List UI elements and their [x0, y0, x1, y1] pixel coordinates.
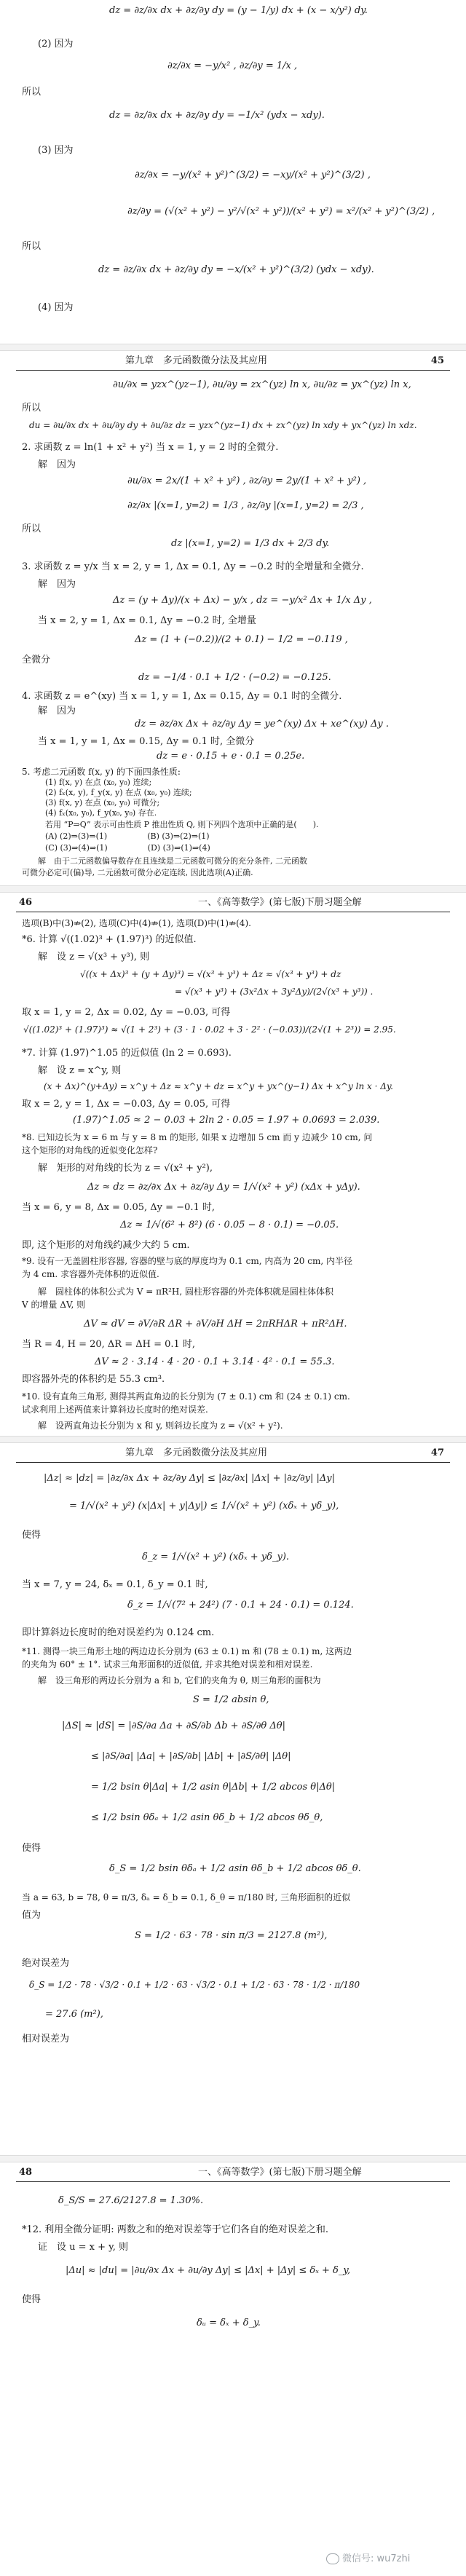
text-line: 当 R = 4, H = 20, ΔR = ΔH = 0.1 时, [22, 1339, 196, 1350]
text-line: (4) fₓ(x₀, y₀), f_y(x₀, y₀) 存在. [45, 808, 157, 818]
page-header [16, 1446, 450, 1463]
equation: (1.97)^1.05 ≈ 2 − 0.03 + 2ln 2 · 0.05 = 1.97 + 0.0693 = 2.039. [73, 1115, 380, 1126]
text-line: 所以 [22, 524, 42, 534]
equation: (x + Δx)^(y+Δy) = x^y + Δz ≈ x^y + dz = x^y + yx^(y−1) Δx + x^y ln x · Δy. [44, 1081, 393, 1091]
text-line: 当 x = 6, y = 8, Δx = 0.05, Δy = −0.1 时, [22, 1202, 216, 1213]
text-line: 当 a = 63, b = 78, θ = π/3, δₐ = δ_b = 0.1, δ_θ = π/180 时, 三角形面积的近似 [22, 1892, 351, 1903]
equation: Δz ≈ 1/√(6² + 8²) (6 · 0.05 − 8 · 0.1) = −0.05. [120, 1220, 339, 1230]
text-line: V 的增量 ΔV, 则 [22, 1300, 86, 1310]
text-line: 选项(B)中(3)⇏(2), 选项(C)中(4)⇏(1), 选项(D)中(1)⇏(4). [22, 918, 251, 928]
equation: ∂z/∂x = −y/(x² + y²)^(3/2) = −xy/(x² + y²)^(3/2) , [135, 170, 371, 181]
equation: ΔV ≈ 2 · 3.14 · 4 · 20 · 0.1 + 3.14 · 4² · 0.1 = 55.3. [95, 1356, 335, 1367]
page-45-continued [0, 820, 466, 890]
equation: ≤ 1/2 bsin θδₐ + 1/2 asin θδ_b + 1/2 abcos θδ_θ, [91, 1812, 323, 1823]
text-line: 解 由于二元函数偏导数存在且连续是二元函数可微分的充分条件, 二元函数 [38, 856, 307, 866]
equation: ∂z/∂y = (√(x² + y²) − y²/√(x² + y²))/(x² + y²) = x²/(x² + y²)^(3/2) , [127, 206, 435, 217]
text-line: 解 圆柱体的体积公式为 V = πR²H, 圆柱形容器的外壳体积就是圆柱体体积 [38, 1287, 333, 1297]
equation: ∂u/∂x = yzx^(yz−1), ∂u/∂y = zx^(yz) ln x, ∂u/∂z = yx^(yz) ln x, [113, 379, 411, 390]
equation: ΔV ≈ dV = ∂V/∂R ΔR + ∂V/∂H ΔH = 2πRHΔR + πR²ΔH. [84, 1319, 347, 1330]
equation: δ_S/S = 27.6/2127.8 = 1.30%. [58, 2195, 204, 2206]
page-header [16, 2165, 450, 2182]
solution-label: 解 因为 [38, 579, 76, 590]
exercise-11: *11. 测得一块三角形土地的两边边长分别为 (63 ± 0.1) m 和 (78 ± 0.1) m, 这两边 [22, 1646, 352, 1656]
exercise-3: 3. 求函数 z = y/x 当 x = 2, y = 1, Δx = 0.1, Δy = −0.2 时的全增量和全微分. [22, 561, 364, 572]
solution-label: 解 因为 [38, 706, 76, 716]
text-line: 若用 “P⇒Q” 表示可由性质 P 推出性质 Q, 则下列四个选项中正确的是( ). [45, 820, 319, 829]
option-line: (C) (3)⇒(4)⇒(1) (D) (3)⇒(1)⇒(4) [45, 843, 210, 853]
text-line: 绝对误差为 [22, 1958, 70, 1969]
text-line: 解 设三角形的两边长分别为 a 和 b, 它们的夹角为 θ, 则三角形的面积为 [38, 1675, 321, 1686]
page-gap [0, 1436, 466, 1443]
equation: dz = ∂z/∂x dx + ∂z/∂y dy = −1/x² (ydx − xdy). [109, 110, 325, 121]
text-line: 当 x = 7, y = 24, δₓ = 0.1, δ_y = 0.1 时, [22, 1579, 208, 1590]
equation: dz = ∂z/∂x dx + ∂z/∂y dy = −x/(x² + y²)^(3/2) (ydx − xdy). [98, 264, 374, 275]
text-line: 解 设 z = √(x³ + y³), 则 [38, 952, 150, 963]
page-45 [0, 351, 466, 821]
exercise-12: *12. 利用全微分证明: 两数之和的绝对误差等于它们各自的绝对误差之和. [22, 2224, 328, 2235]
equation: dz = −1/4 · 0.1 + 1/2 · (−0.2) = −0.125. [138, 672, 331, 683]
equation: du = ∂u/∂x dx + ∂u/∂y dy + ∂u/∂z dz = yzx^(yz−1) dx + zx^(yz) ln xdy + yx^(yz) ln xdz. [29, 420, 417, 430]
text-line: 当 x = 1, y = 1, Δx = 0.15, Δy = 0.1 时, 全微分 [38, 736, 255, 747]
text-line: (3) 因为 [38, 145, 74, 156]
text-line: 取 x = 1, y = 2, Δx = 0.02, Δy = −0.03, 可得 [22, 1007, 231, 1018]
equation: = √(x³ + y³) + (3x²Δx + 3y²Δy)/(2√(x³ + y³)) . [175, 987, 374, 997]
page-47 [0, 1443, 466, 2178]
equation: ∂z/∂x |(x=1, y=2) = 1/3 , ∂z/∂y |(x=1, y=2) = 2/3 , [127, 500, 364, 511]
text-line: 这个矩形的对角线的近似变化怎样? [22, 1145, 158, 1155]
text-line: 即容器外壳的体积约是 55.3 cm³. [22, 1374, 165, 1385]
text-line: 使得 [22, 2294, 42, 2305]
equation: dz |(x=1, y=2) = 1/3 dx + 2/3 dy. [171, 538, 330, 549]
text-line: 解 设两直角边长分别为 x 和 y, 则斜边长度为 z = √(x² + y²). [38, 1421, 283, 1431]
text-line: 所以 [22, 403, 42, 414]
exercise-2: 2. 求函数 z = ln(1 + x² + y²) 当 x = 1, y = 2 时的全微分. [22, 442, 279, 453]
equation: dz = ∂z/∂x dx + ∂z/∂y dy = (y − 1/y) dx + (x − x/y²) dy. [109, 5, 368, 16]
equation: Δz = (1 + (−0.2))/(2 + 0.1) − 1/2 = −0.119 , [135, 634, 348, 645]
page-header [16, 896, 450, 912]
page-gap [0, 344, 466, 351]
equation: = 1/2 bsin θ|Δa| + 1/2 asin θ|Δb| + 1/2 abcos θ|Δθ| [91, 1782, 336, 1793]
exercise-5: 5. 考虑二元函数 f(x, y) 的下面四条性质: [22, 767, 181, 777]
exercise-7: *7. 计算 (1.97)^1.05 的近似值 (ln 2 = 0.693). [22, 1048, 232, 1059]
text-line: 所以 [22, 87, 42, 98]
text-line: 相对误差为 [22, 2034, 70, 2044]
text-line: (2) fₓ(x, y), f_y(x, y) 在点 (x₀, y₀) 连续; [45, 788, 192, 797]
equation: δ_z = 1/√(7² + 24²) (7 · 0.1 + 24 · 0.1) = 0.124. [127, 1600, 354, 1611]
text-line: 证 设 u = x + y, 则 [38, 2242, 129, 2253]
header-title: 第九章 多元函数微分法及其应用 [125, 355, 268, 367]
text-line: 解 设 z = x^y, 则 [38, 1065, 122, 1076]
equation: δ_z = 1/√(x² + y²) (xδₓ + yδ_y). [142, 1552, 290, 1562]
text-line: 即计算斜边长度时的绝对误差约为 0.124 cm. [22, 1627, 215, 1638]
text-line: 可微分必定可(偏)导, 二元函数可微分必定连续, 因此选项(A)正确. [22, 868, 253, 877]
equation: dz = ∂z/∂x Δx + ∂z/∂y Δy = ye^(xy) Δx + xe^(xy) Δy . [135, 719, 390, 730]
text-line: (4) 因为 [38, 302, 74, 313]
text-line: 使得 [22, 1843, 42, 1854]
watermark-text: 微信号: wu7zhi [342, 2553, 411, 2564]
equation: S = 1/2 absin θ, [193, 1694, 269, 1705]
equation: = 1/√(x² + y²) (x|Δx| + y|Δy|) ≤ 1/√(x² + y²) (xδₓ + yδ_y), [69, 1501, 339, 1512]
page-46 [0, 893, 466, 1434]
option-line: (A) (2)⇒(3)⇒(1) (B) (3)⇒(2)⇒(1) [45, 831, 210, 841]
solution-label: 解 因为 [38, 459, 76, 470]
text-line: (2) 因为 [38, 39, 74, 50]
text-line: 取 x = 2, y = 1, Δx = −0.03, Δy = 0.05, 可得 [22, 1099, 231, 1110]
equation: δᵤ = δₓ + δ_y. [197, 2318, 261, 2328]
text-line: 即, 这个矩形的对角线约减少大约 5 cm. [22, 1240, 190, 1251]
equation: = 27.6 (m²), [45, 2009, 103, 2020]
text-line: 当 x = 2, y = 1, Δx = 0.1, Δy = −0.2 时, 全增量 [38, 615, 256, 626]
equation: ≤ |∂S/∂a| |Δa| + |∂S/∂b| |Δb| + |∂S/∂θ| |Δθ| [91, 1751, 291, 1762]
watermark [326, 2553, 410, 2566]
page-gap [0, 885, 466, 893]
text-line: 值为 [22, 1910, 42, 1921]
page-number: 45 [430, 355, 444, 367]
page-number: 48 [19, 2167, 33, 2178]
page-number: 47 [430, 1447, 444, 1459]
text-line: 使得 [22, 1530, 42, 1541]
text-line: 的夹角为 60° ± 1°. 试求三角形面积的近似值, 并求其绝对误差和相对误差. [22, 1659, 313, 1670]
page-fragment-44 [0, 0, 466, 342]
equation: dz = e · 0.15 + e · 0.1 = 0.25e. [157, 751, 305, 762]
exercise-10: *10. 设有直角三角形, 测得其两直角边的长分别为 (7 ± 0.1) cm 和 (24 ± 0.1) cm. [22, 1391, 350, 1402]
equation: S = 1/2 · 63 · 78 · sin π/3 = 2127.8 (m²), [135, 1930, 328, 1941]
equation: |Δz| ≈ |dz| = |∂z/∂x Δx + ∂z/∂y Δy| ≤ |∂z/∂x| |Δx| + |∂z/∂y| |Δy| [44, 1473, 335, 1484]
text-line: 解 矩形的对角线的长为 z = √(x² + y²), [38, 1163, 213, 1174]
equation: Δz ≈ dz = ∂z/∂x Δx + ∂z/∂y Δy = 1/√(x² + y²) (xΔx + yΔy). [87, 1182, 360, 1193]
equation: ∂z/∂x = −y/x² , ∂z/∂y = 1/x , [167, 60, 298, 71]
equation: δ_S = 1/2 · 78 · √3/2 · 0.1 + 1/2 · 63 · √3/2 · 0.1 + 1/2 · 63 · 78 · 1/2 · π/180 [29, 1980, 360, 1990]
text-line: (1) f(x, y) 在点 (x₀, y₀) 连续; [45, 778, 152, 787]
wechat-icon [326, 2553, 339, 2564]
exercise-6: *6. 计算 √((1.02)³ + (1.97)³) 的近似值. [22, 934, 197, 945]
header-title: 一、《高等数学》(第七版)下册习题全解 [198, 2167, 362, 2178]
text-line: 所以 [22, 241, 42, 252]
page-gap [0, 2155, 466, 2162]
equation: √((x + Δx)³ + (y + Δy)³) = √(x³ + y³) + Δz ≈ √(x³ + y³) + dz [80, 969, 341, 979]
text-line: 试求利用上述两值来计算斜边长度时的绝对误差. [22, 1404, 208, 1415]
text-line: 全微分 [22, 655, 51, 665]
exercise-9: *9. 设有一无盖圆柱形容器, 容器的壁与底的厚度均为 0.1 cm, 内高为 20 cm, 内半径 [22, 1256, 352, 1266]
header-title: 一、《高等数学》(第七版)下册习题全解 [198, 897, 362, 909]
equation: |Δu| ≈ |du| = |∂u/∂x Δx + ∂u/∂y Δy| ≤ |Δx| + |Δy| ≤ δₓ + δ_y, [66, 2265, 351, 2276]
page-number: 46 [19, 897, 33, 909]
page-48 [0, 2162, 466, 2576]
page-header [16, 354, 450, 371]
text-line: 为 4 cm. 求容器外壳体积的近似值. [22, 1269, 159, 1279]
equation: ∂u/∂x = 2x/(1 + x² + y²) , ∂z/∂y = 2y/(1 + x² + y²) , [127, 475, 367, 486]
exercise-8: *8. 已知边长为 x = 6 m 与 y = 8 m 的矩形, 如果 x 边增加 5 cm 而 y 边减少 10 cm, 问 [22, 1132, 373, 1142]
header-title: 第九章 多元函数微分法及其应用 [125, 1447, 268, 1459]
exercise-4: 4. 求函数 z = e^(xy) 当 x = 1, y = 1, Δx = 0.15, Δy = 0.1 时的全微分. [22, 691, 342, 702]
equation: δ_S = 1/2 bsin θδₐ + 1/2 asin θδ_b + 1/2 abcos θδ_θ. [109, 1863, 361, 1874]
equation: |ΔS| ≈ |dS| = |∂S/∂a Δa + ∂S/∂b Δb + ∂S/∂θ Δθ| [62, 1720, 285, 1731]
text-line: (3) f(x, y) 在点 (x₀, y₀) 可微分; [45, 798, 160, 807]
equation: √((1.02)³ + (1.97)³) ≈ √(1 + 2³) + (3 · 1 · 0.02 + 3 · 2² · (−0.03))/(2√(1 + 2³)) = 2.95. [23, 1024, 396, 1035]
equation: Δz = (y + Δy)/(x + Δx) − y/x , dz = −y/x² Δx + 1/x Δy , [113, 595, 372, 606]
